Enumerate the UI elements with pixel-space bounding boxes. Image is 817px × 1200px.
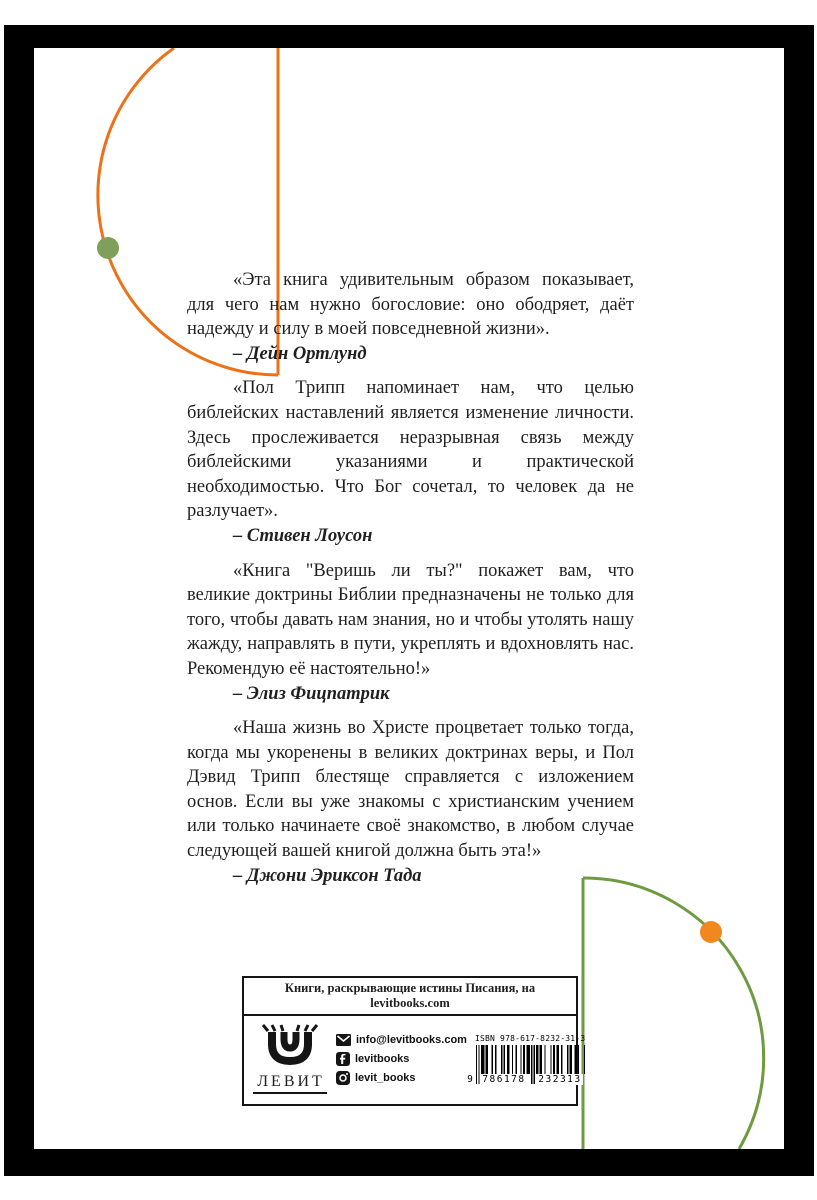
quote-text: «Пол Трипп напоминает нам, что целью библейских наставлений является изменение личности. Здесь прослеживается неразрывная связь между библейскими указаниями и практической необходимостью. Что Бог сочетал, то человек да не разлучает». — [187, 378, 634, 522]
facebook-icon — [336, 1052, 350, 1066]
quote-author: – Джони Эриксон Тада — [233, 865, 422, 886]
contact-email — [336, 1033, 467, 1047]
quote-author: – Элиз Фицпатрик — [233, 683, 390, 704]
barcode — [467, 1045, 591, 1085]
quote-block — [187, 268, 634, 366]
green-dot — [97, 237, 119, 259]
quote-text: «Наша жизнь во Христе процветает только тогда, когда мы укоренены в великих доктринах веры, и Пол Дэвид Трипп блестяще справляется с изложением основ. Если вы уже знакомы с христианским учением или только начинаете своё знакомство, в любом случае следующей вашей книгой должна быть эта!» — [187, 718, 634, 862]
contact-facebook — [336, 1052, 467, 1066]
quote-block — [187, 376, 634, 548]
green-arc — [583, 878, 764, 1149]
publisher-tagline: Книги, раскрывающие истины Писания, на levitbooks.com — [244, 978, 576, 1016]
publisher-content-row — [244, 1016, 586, 1104]
black-border-frame — [4, 25, 814, 1176]
quote-block — [187, 559, 634, 707]
orange-dot — [700, 921, 722, 943]
contact-instagram — [336, 1071, 467, 1085]
isbn-label: ISBN 978-617-8232-31-3 — [474, 1033, 586, 1043]
barcode-block — [467, 1033, 591, 1085]
barcode-digit-lead: 9 — [467, 1073, 473, 1085]
contact-instagram-label: levit_books — [355, 1072, 416, 1084]
cover-page — [34, 48, 784, 1149]
quote-block — [187, 716, 634, 888]
barcode-digits-group1: 786178 — [482, 1073, 526, 1085]
instagram-icon — [336, 1071, 350, 1085]
email-icon — [336, 1034, 351, 1046]
quote-author: – Дейн Ортлунд — [233, 343, 367, 364]
endorsement-quotes — [187, 268, 634, 898]
publisher-box — [242, 976, 586, 1106]
contact-facebook-label: levitbooks — [355, 1053, 410, 1065]
quote-text: «Эта книга удивительным образом показывает, для чего нам нужно богословие: оно ободряет, даёт надежду и силу в моей повседневной жизни». — [187, 270, 634, 340]
publisher-contacts — [336, 1033, 467, 1085]
quote-text: «Книга "Веришь ли ты?" покажет вам, что великие доктрины Библии предназначены не только для того, чтобы давать нам знания, но и чтобы утолять нашу жажду, направлять в пути, укреплять и вдохновлять нас. Рекомендую её настоятельно!» — [187, 560, 634, 679]
contact-email-label: info@levitbooks.com — [356, 1034, 467, 1046]
quote-author: – Стивен Лоусон — [233, 525, 373, 546]
publisher-logo — [252, 1024, 328, 1094]
barcode-digits-group2: 232313 — [538, 1073, 582, 1085]
menorah-logo-icon — [262, 1024, 318, 1066]
publisher-name: ЛЕВИТ — [253, 1073, 327, 1094]
